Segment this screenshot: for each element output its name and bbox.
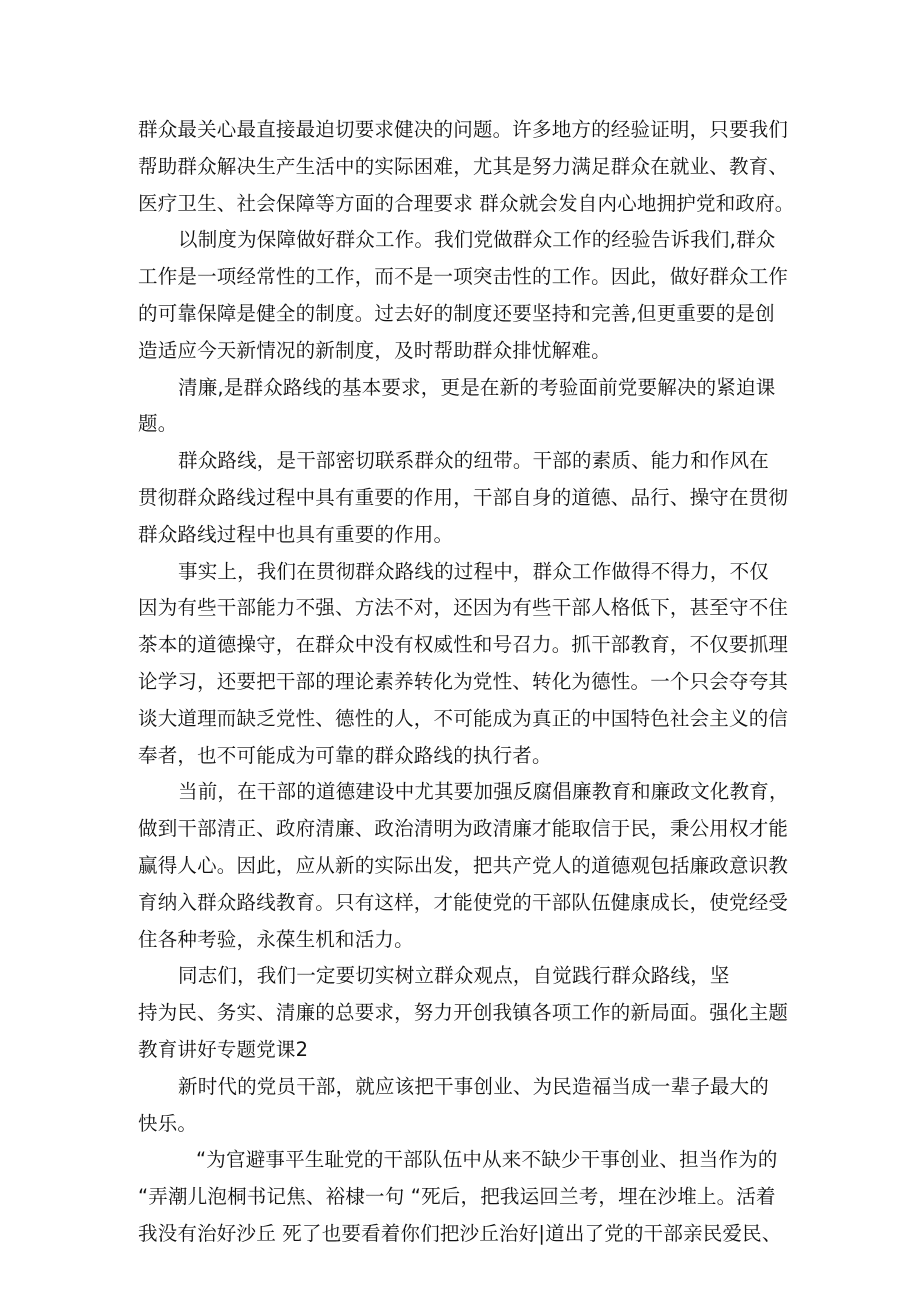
- text-line: 茶本的道德操守，在群众中没有权威性和号召力。抓干部教育，不仅要抓理: [138, 633, 789, 657]
- text-line: 的可靠保障是健全的制度。过去好的制度还要坚持和完善,但更重要的是创: [138, 301, 775, 325]
- text-line: 持为民、务实、清廉的总要求，努力开创我镇各项工作的新局面。强化主题: [138, 1001, 789, 1025]
- text-line: 奉者，也不可能成为可靠的群众路线的执行者。: [138, 743, 552, 767]
- text-line: 当前，在干部的道德建设中尤其要加强反腐倡廉教育和廉政文化教育，: [178, 780, 789, 804]
- text-line: 事实上，我们在贯彻群众路线的过程中，群众工作做得不得力，不仅: [178, 559, 770, 583]
- text-line: 做到干部清正、政府清廉、政治清明为政清廉才能取信于民，秉公用权才能: [138, 817, 789, 841]
- text-line: 群众最关心最直接最迫切要求健决的问题。许多地方的经验证明，只要我们: [138, 118, 789, 141]
- text-line: 我没有治好沙丘 死了也要看着你们把沙丘治好|道出了党的干部亲民爱民、: [138, 1221, 782, 1245]
- text-line: 医疗卫生、社会保障等方面的合理要求 群众就会发自内心地拥护党和政府。: [138, 191, 795, 215]
- text-line: 因为有些干部能力不强、方法不对，还因为有些干部人格低下，甚至守不住: [138, 596, 789, 620]
- text-line: 群众路线，是干部密切联系群众的纽带。干部的素质、能力和作风在: [178, 449, 770, 473]
- text-line: 同志们，我们一定要切实树立群众观点，自觉践行群众路线，坚: [178, 964, 730, 988]
- text-line: 群众路线过程中也具有重要的作用。: [138, 522, 454, 546]
- body-text: [138, 112, 798, 1253]
- text-line: 育纳入群众路线教育。只有这样，才能使党的干部队伍健康成长，使党经受: [138, 890, 789, 914]
- text-line: 赢得人心。因此，应从新的实际出发，把共产党人的道德观包括廉政意识教: [138, 853, 789, 877]
- text-line: 教育讲好专题党课2: [138, 1037, 309, 1061]
- text-line: 帮助群众解决生产生活中的实际困难，尤其是努力满足群众在就业、教育、: [138, 154, 789, 178]
- text-line: 清廉,是群众路线的基本要求，更是在新的考验面前党要解决的紧迫课: [178, 375, 776, 399]
- text-line: “为官避事平生耻党的干部队伍中从来不缺少干事创业、担当作为的: [196, 1148, 778, 1172]
- text-line: “弄潮儿泡桐书记焦、裕棣一句 “死后，把我运回兰考，埋在沙堆上。活着: [138, 1185, 776, 1209]
- text-line: 工作是一项经常性的工作，而不是一项突击性的工作。因此，做好群众工作: [138, 265, 789, 289]
- text-line: 造适应今天新情况的新制度，及时帮助群众排忧解难。: [138, 338, 611, 362]
- text-line: 题。: [138, 412, 178, 436]
- text-line: 论学习，还要把干部的理论素养转化为党性、转化为德性。一个只会夺夸其: [138, 669, 789, 693]
- text-line: 新时代的党员干部，就应该把干事创业、为民造福当成一辈子最大的: [178, 1074, 770, 1098]
- text-line: 谈大道理而缺乏党性、德性的人，不可能成为真正的中国特色社会主义的信: [138, 706, 789, 730]
- text-line: 快乐。: [138, 1111, 198, 1135]
- text-line: 以制度为保障做好群众工作。我们党做群众工作的经验告诉我们,群众: [178, 228, 776, 252]
- text-line: 贯彻群众路线过程中具有重要的作用，干部自身的道德、品行、操守在贯彻: [138, 485, 789, 509]
- text-line: 住各种考验，永葆生机和活力。: [138, 927, 414, 951]
